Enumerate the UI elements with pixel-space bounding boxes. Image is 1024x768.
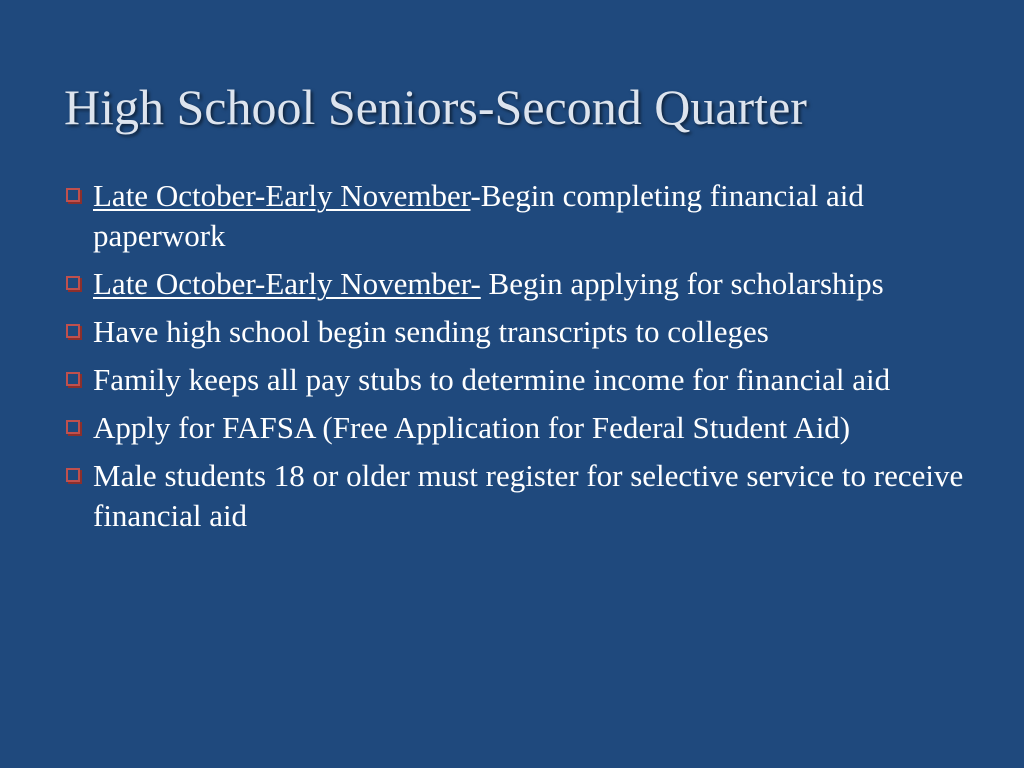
square-bullet-icon bbox=[66, 372, 80, 386]
square-bullet-icon bbox=[66, 324, 80, 338]
bullet-text: Have high school begin sending transcripts to colleges bbox=[93, 314, 769, 349]
bullet-item bbox=[64, 312, 964, 352]
bullet-link-text[interactable]: Late October-Early November- bbox=[93, 266, 481, 301]
bullet-item bbox=[64, 264, 964, 304]
bullet-item bbox=[64, 360, 964, 400]
bullet-item bbox=[64, 176, 964, 256]
bullet-item bbox=[64, 456, 964, 536]
bullet-text: Apply for FAFSA (Free Application for Federal Student Aid) bbox=[93, 410, 851, 445]
bullet-text: Family keeps all pay stubs to determine income for financial aid bbox=[93, 362, 891, 397]
bullet-text: Male students 18 or older must register for selective service to receive financial aid bbox=[93, 458, 964, 533]
bullet-text: -Begin completing financial aid paperwork bbox=[93, 178, 864, 253]
bullet-list bbox=[64, 176, 964, 544]
slide-title: High School Seniors-Second Quarter bbox=[64, 79, 807, 135]
bullet-item bbox=[64, 408, 964, 448]
square-bullet-icon bbox=[66, 188, 80, 202]
square-bullet-icon bbox=[66, 276, 80, 290]
bullet-link-text[interactable]: Late October-Early November bbox=[93, 178, 471, 213]
square-bullet-icon bbox=[66, 420, 80, 434]
bullet-text: Begin applying for scholarships bbox=[480, 266, 884, 301]
square-bullet-icon bbox=[66, 468, 80, 482]
